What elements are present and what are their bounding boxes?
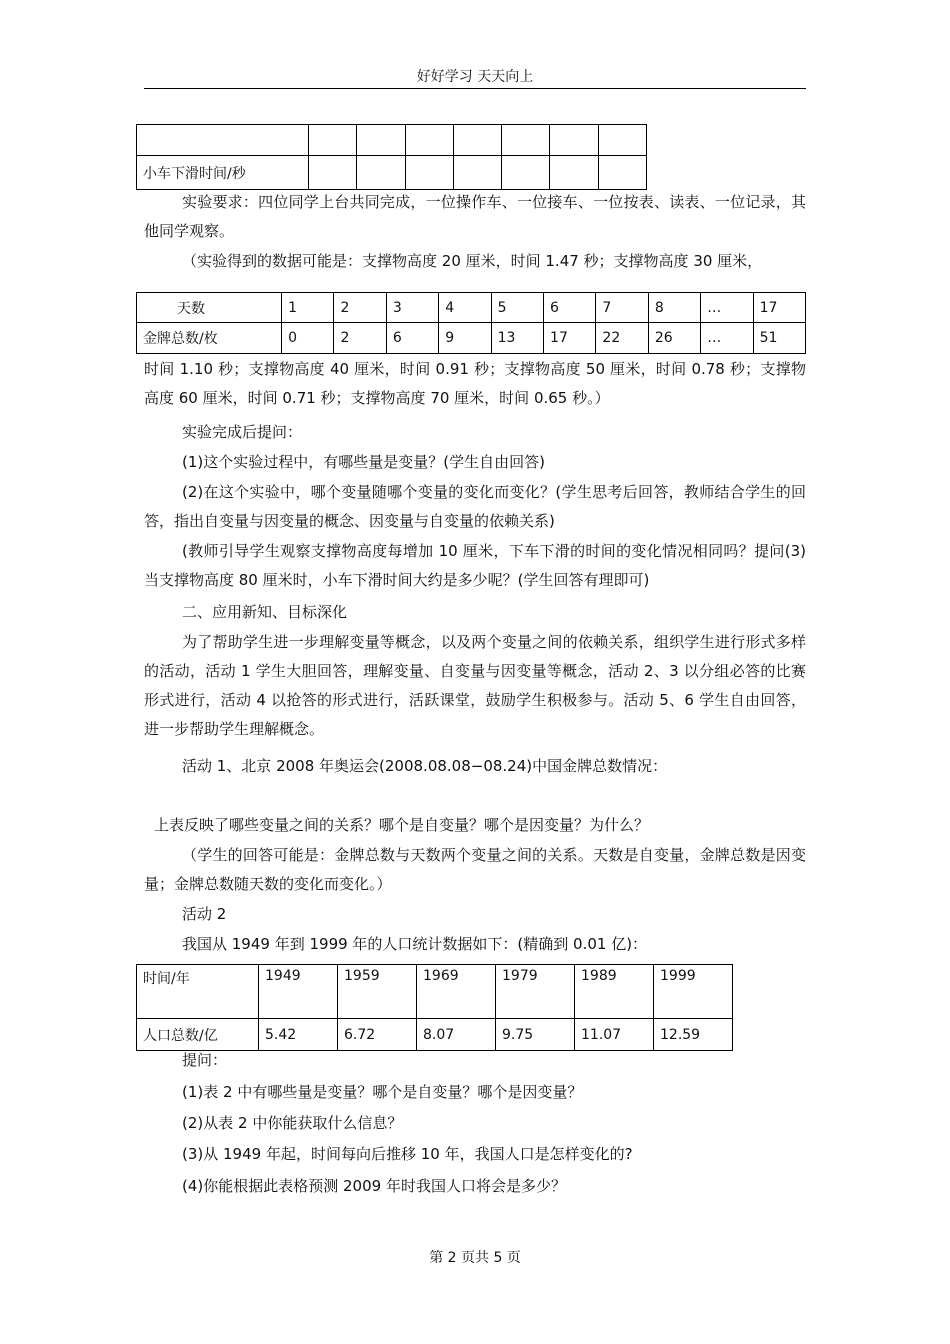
paragraph: （实验得到的数据可能是：支撑物高度 20 厘米，时间 1.47 秒；支撑物高度 30 厘米， [182,252,763,270]
table-cell: 26 [648,323,700,354]
table-cell: 5 [491,293,543,323]
page-number: 第 2 页共 5 页 [429,1250,521,1266]
table-cell: 3 [386,293,438,323]
paragraph: (1)这个实验过程中，有哪些量是变量？(学生自由回答) [182,453,545,471]
table-cell [357,156,405,190]
table-cell: 11.07 [575,1019,654,1051]
table-row [137,965,733,1019]
header-divider [144,88,806,89]
section-heading: 二、应用新知、目标深化 [182,603,348,621]
table-cell: 1 [282,293,334,323]
table-cell [309,156,357,190]
table-cell [502,125,550,156]
table-cell: 8 [648,293,700,323]
paragraph: 活动 2 [182,905,227,923]
population-table [136,964,733,1051]
table-cell: 1969 [417,965,496,1019]
paragraph: (2)在这个实验中，哪个变量随哪个变量的变化而变化？(学生思考后回答，教师结合学生的回答，指出自变量与因变量的概念、因变量与自变量的依赖关系) [144,483,806,530]
table-cell: 7 [596,293,648,323]
table-cell [309,125,357,156]
table-cell: 13 [491,323,543,354]
experiment-table [136,124,647,190]
table-cell: 6 [544,293,596,323]
table-row [137,323,806,354]
table-cell [453,125,501,156]
table-cell [137,125,309,156]
table-cell: 小车下滑时间/秒 [137,156,309,190]
question-item: (2)从表 2 中你能获取什么信息？ [182,1114,403,1132]
question-item: (3)从 1949 年起，时间每向后推移 10 年，我国人口是怎样变化的? [182,1145,633,1163]
table-cell [598,125,646,156]
table-cell [405,125,453,156]
table-cell [357,125,405,156]
table-cell: 1959 [338,965,417,1019]
table-cell: 1949 [259,965,338,1019]
table-cell: 6 [386,323,438,354]
table-cell: 8.07 [417,1019,496,1051]
page-header: 好好学习 天天向上 [416,69,534,85]
table-cell: 9 [439,323,491,354]
paragraph: （学生的回答可能是：金牌总数与天数两个变量之间的关系。天数是自变量，金牌总数是因变量；金牌总数随天数的变化而变化。） [144,846,806,893]
table-cell: 17 [544,323,596,354]
table-cell: 22 [596,323,648,354]
question-item: (4)你能根据此表格预测 2009 年时我国人口将会是多少？ [182,1177,566,1195]
table-cell: 51 [753,323,805,354]
table-row [137,293,806,323]
paragraph: 活动 1、北京 2008 年奥运会(2008.08.08−08.24)中国金牌总数情况： [182,757,668,775]
table-cell: 1999 [654,965,733,1019]
table-cell [550,156,598,190]
table-row [137,156,647,190]
paragraph: 提问： [182,1051,228,1069]
table-cell: 人口总数/亿 [137,1019,259,1051]
table-cell: 6.72 [338,1019,417,1051]
table-cell [502,156,550,190]
table-cell: 时间/年 [137,965,259,1019]
table-row [137,125,647,156]
table-cell [453,156,501,190]
paragraph: 上表反映了哪些变量之间的关系？哪个是自变量？哪个是因变量？为什么？ [154,816,650,834]
table-cell: 金牌总数/枚 [137,323,282,354]
table-cell: 5.42 [259,1019,338,1051]
table-cell [405,156,453,190]
table-cell: … [701,323,753,354]
paragraph: 实验要求：四位同学上台共同完成，一位操作车、一位接车、一位按表、读表、一位记录，其他同学观察。 [144,193,806,240]
table-cell: 0 [282,323,334,354]
table-cell: 12.59 [654,1019,733,1051]
table-cell: … [701,293,753,323]
table-cell: 9.75 [496,1019,575,1051]
table-cell: 1979 [496,965,575,1019]
paragraph: 我国从 1949 年到 1999 年的人口统计数据如下：(精确到 0.01 亿)： [182,935,648,953]
paragraph: 为了帮助学生进一步理解变量等概念，以及两个变量之间的依赖关系，组织学生进行形式多样的活动，活动 1 学生大胆回答，理解变量、自变量与因变量等概念，活动 2、3 以分组必答的比赛形式进行，活动 4 以抢答的形式进行，活跃课堂，鼓励学生积极参与。活动 5、6 学生自由回答，进一步帮助学生理解概念。 [144,633,806,738]
paragraph: 时间 1.10 秒；支撑物高度 40 厘米，时间 0.91 秒；支撑物高度 50 厘米，时间 0.78 秒；支撑物高度 60 厘米，时间 0.71 秒；支撑物高度 70 厘米，时间 0.65 秒。） [144,360,806,407]
table-cell: 2 [334,293,386,323]
question-item: (1)表 2 中有哪些量是变量？哪个是自变量？哪个是因变量？ [182,1083,583,1101]
table-cell: 4 [439,293,491,323]
paragraph: 实验完成后提问： [182,423,303,441]
table-cell [598,156,646,190]
table-cell: 17 [753,293,805,323]
table-cell: 1989 [575,965,654,1019]
table-cell [550,125,598,156]
table-cell: 天数 [137,293,282,323]
paragraph: (教师引导学生观察支撑物高度每增加 10 厘米，下车下滑的时间的变化情况相同吗？提问(3)当支撑物高度 80 厘米时，小车下滑时间大约是多少呢？(学生回答有理即可) [144,542,806,589]
table-cell: 2 [334,323,386,354]
medal-table [136,292,806,354]
